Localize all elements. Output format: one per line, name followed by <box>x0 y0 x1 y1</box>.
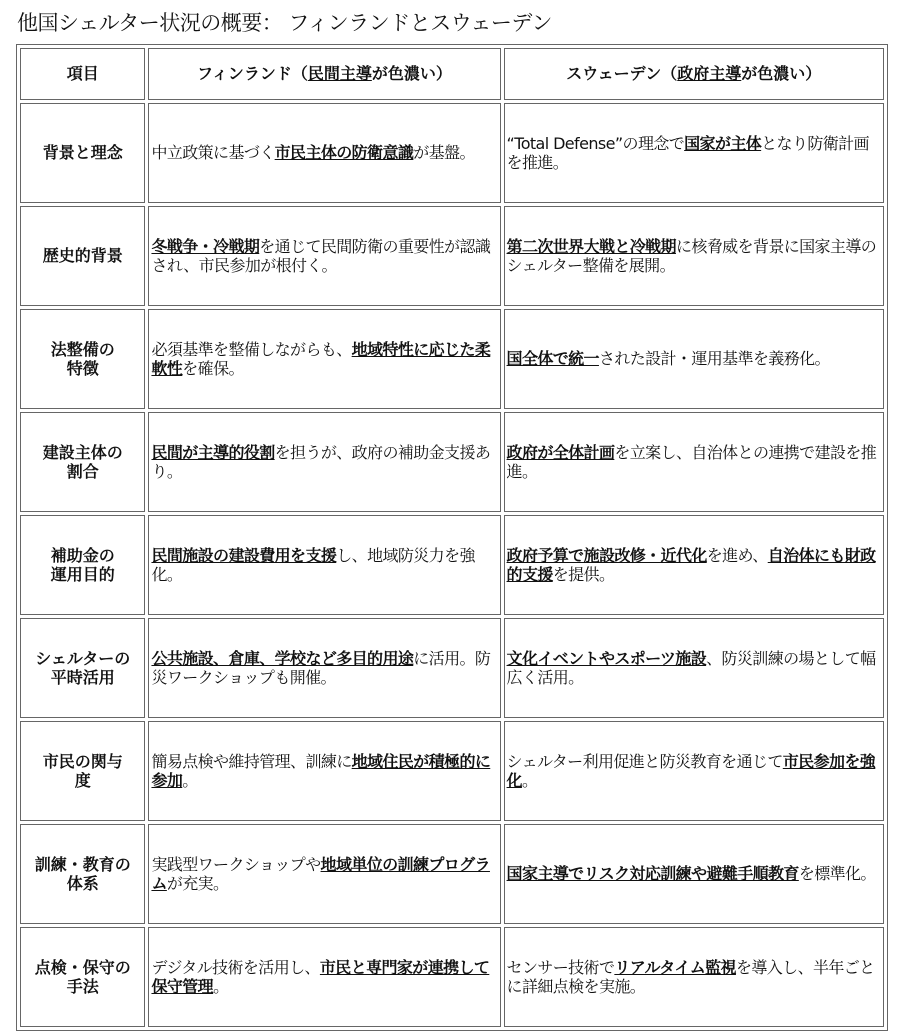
row-label <box>20 721 145 821</box>
row-label-line-1: 市民の関与 <box>42 751 123 771</box>
table-row <box>20 515 884 615</box>
cell-text: し、地域防災力を強化。 <box>151 545 475 584</box>
cell-text: 。 <box>213 977 229 996</box>
cell-text: を標準化。 <box>798 864 876 884</box>
emphasis-text: 民間が主導的役割 <box>151 442 275 462</box>
emphasis-text: リアルタイム監視 <box>614 957 736 977</box>
table-row <box>20 309 884 409</box>
cell-text: 。 <box>182 771 198 790</box>
row-label-line-2: 割合 <box>66 462 99 481</box>
cell-text: 中立政策に基づく <box>151 143 275 163</box>
table-row <box>20 721 884 821</box>
header-sweden: スウェーデン（政府主導が色濃い） <box>504 48 884 100</box>
finland-cell <box>148 412 500 512</box>
table-row <box>20 206 884 306</box>
row-label-line-1: シェルターの <box>35 648 131 668</box>
row-label-line-1: 訓練・教育の <box>34 854 131 874</box>
table-row <box>20 618 884 718</box>
finland-cell <box>148 927 500 1027</box>
comparison-table-wrapper <box>16 44 888 1031</box>
cell-text: 必須基準を整備しながらも、 <box>151 339 352 359</box>
sweden-cell <box>504 721 884 821</box>
finland-cell <box>148 824 500 924</box>
row-label-line-2: 度 <box>74 771 91 790</box>
emphasis-text: 市民主体の防衛意識 <box>274 143 414 163</box>
cell-text: された設計・運用基準を義務化。 <box>598 349 830 369</box>
emphasis-text: 政府が全体計画 <box>506 442 615 462</box>
row-label-line-2: 特徴 <box>66 359 99 378</box>
emphasis-text: 市民参加を強化 <box>506 751 876 790</box>
emphasis-text: 地域住民が積極的に参加 <box>151 751 491 790</box>
row-label <box>20 824 145 924</box>
cell-text: が基盤。 <box>413 143 475 163</box>
row-label <box>20 618 145 718</box>
cell-text: 実践型ワークショップや <box>151 854 321 874</box>
row-label-line-1: 背景と理念 <box>42 143 123 163</box>
row-label-line-2: 手法 <box>66 977 99 996</box>
row-label-line-2: 平時活用 <box>50 668 115 687</box>
emphasis-text: 文化イベントやスポーツ施設 <box>506 648 707 668</box>
finland-cell <box>148 618 500 718</box>
cell-text: を進め、 <box>706 545 768 565</box>
emphasis-text: 公共施設、倉庫、学校など多目的用途 <box>151 648 414 668</box>
comparison-table <box>16 44 888 1031</box>
cell-text: シェルター利用促進と防災教育を通じて <box>506 751 783 771</box>
emphasis-text: 国家主導でリスク対応訓練や避難手順教育 <box>506 864 799 884</box>
emphasis-text: 国家が主体 <box>684 133 762 153</box>
sweden-cell <box>504 309 884 409</box>
table-row <box>20 103 884 203</box>
table-row <box>20 824 884 924</box>
cell-text: 。 <box>521 771 538 790</box>
row-label <box>20 927 145 1027</box>
cell-text: に核脅威を背景に国家主導のシェルター整備を展開。 <box>506 236 877 275</box>
cell-text: センサー技術で <box>506 957 615 977</box>
sweden-cell <box>504 103 884 203</box>
cell-text: “Total Defense”の理念で <box>506 133 685 153</box>
header-row <box>20 48 884 100</box>
sweden-cell <box>504 618 884 718</box>
cell-text: を通じて民間防衛の重要性が認識され、市民参加が根付く。 <box>151 236 491 275</box>
finland-cell <box>148 206 500 306</box>
sweden-cell <box>504 927 884 1027</box>
emphasis-text: 冬戦争・冷戦期 <box>151 236 260 256</box>
emphasis-text: 国全体で統一 <box>506 349 599 369</box>
row-label-line-2: 運用目的 <box>50 565 115 584</box>
cell-text: 簡易点検や維持管理、訓練に <box>151 751 352 771</box>
table-row <box>20 927 884 1027</box>
cell-text: デジタル技術を活用し、 <box>151 957 320 977</box>
table-row <box>20 412 884 512</box>
finland-cell <box>148 515 500 615</box>
emphasis-text: 政府予算で施設改修・近代化 <box>506 545 707 565</box>
finland-cell <box>148 103 500 203</box>
page-title: 他国シェルター状況の概要： フィンランドとスウェーデン <box>17 11 552 35</box>
row-label <box>20 515 145 615</box>
finland-cell <box>148 721 500 821</box>
row-label <box>20 206 145 306</box>
cell-text: が充実。 <box>166 874 229 893</box>
cell-text: となり防衛計画を推進。 <box>506 133 869 172</box>
row-label-line-1: 建設主体の <box>42 442 123 462</box>
row-label-line-1: 歴史的背景 <box>42 246 123 266</box>
cell-text: を確保。 <box>182 359 244 378</box>
finland-cell <box>148 309 500 409</box>
emphasis-text: 市民と専門家が連携して保守管理 <box>151 957 490 996</box>
cell-text: 、防災訓練の場として幅広く活用。 <box>506 648 876 687</box>
emphasis-text: 自治体にも財政的支援 <box>506 545 876 584</box>
header-item: 項目 <box>20 48 145 100</box>
row-label-line-1: 法整備の <box>50 339 115 359</box>
sweden-cell <box>504 412 884 512</box>
emphasis-text: 地域特性に応じた柔軟性 <box>151 339 491 378</box>
emphasis-text: 第二次世界大戦と冷戦期 <box>506 236 676 256</box>
sweden-cell <box>504 206 884 306</box>
row-label <box>20 103 145 203</box>
sweden-cell <box>504 515 884 615</box>
row-label <box>20 309 145 409</box>
row-label-line-1: 補助金の <box>50 545 115 565</box>
emphasis-text: 民間施設の建設費用を支援 <box>151 545 337 565</box>
header-finland: フィンランド（民間主導が色濃い） <box>148 48 500 100</box>
row-label-line-1: 点検・保守の <box>34 957 131 977</box>
cell-text: を立案し、自治体との連携で建設を推進。 <box>506 442 877 481</box>
cell-text: を提供。 <box>552 565 615 584</box>
cell-text: を担うが、政府の補助金支援あり。 <box>151 442 491 481</box>
emphasis-text: 地域単位の訓練プログラム <box>151 854 490 893</box>
sweden-cell <box>504 824 884 924</box>
cell-text: を導入し、半年ごとに詳細点検を実施。 <box>506 957 875 996</box>
cell-text: に活用。防災ワークショップも開催。 <box>151 648 491 687</box>
row-label-line-2: 体系 <box>66 874 99 893</box>
row-label <box>20 412 145 512</box>
